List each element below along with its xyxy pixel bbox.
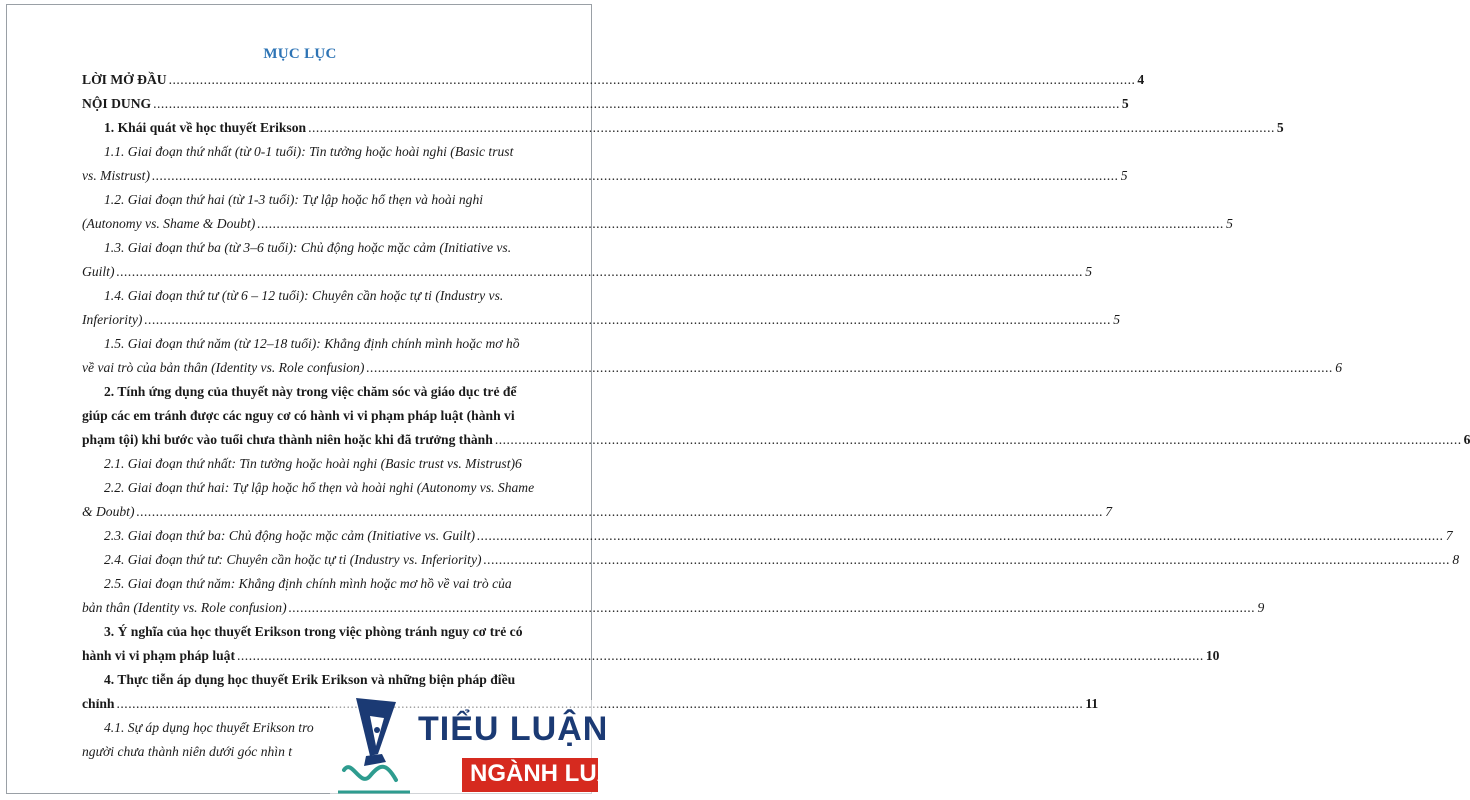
toc-entry-text: Guilt) — [82, 264, 115, 279]
toc-entry-1-3-line1[interactable]: 1.3. Giai đoạn thứ ba (từ 3–6 tuổi): Chủ động hoặc mặc cảm (Initiative vs. — [104, 240, 512, 255]
toc-entry-1-4-line1[interactable]: 1.4. Giai đoạn thứ tư (từ 6 – 12 tuổi): Chuyên cần hoặc tự ti (Industry vs. — [104, 288, 504, 303]
toc-entry-1-2[interactable] — [82, 216, 1233, 232]
toc-entry-1-2-line1[interactable]: 1.2. Giai đoạn thứ hai (từ 1-3 tuổi): Tự lập hoặc hổ thẹn và hoài nghi — [104, 192, 484, 207]
toc-entry-2-2[interactable] — [82, 504, 1113, 520]
logo-title: TIỂU LUẬN — [418, 710, 609, 748]
toc-leader — [495, 432, 1462, 448]
toc-entry-4-1-line1[interactable]: 4.1. Sự áp dụng học thuyết Erikson tro — [104, 720, 314, 735]
toc-entry-intro[interactable] — [82, 72, 1145, 88]
toc-leader — [136, 504, 1103, 520]
toc-entry-4-1-line2[interactable]: người chưa thành niên dưới góc nhìn t — [82, 744, 293, 759]
toc-page-number: 4 — [1137, 72, 1145, 87]
toc-entry-2-line2[interactable]: giúp các em tránh được các nguy cơ có hành vi vi phạm pháp luật (hành vi — [82, 408, 515, 423]
toc-entry-text: hành vi vi phạm pháp luật — [82, 648, 235, 663]
toc-entry-text: 2.4. Giai đoạn thứ tư: Chuyên cần hoặc tự ti (Industry vs. Inferiority) — [104, 552, 482, 567]
toc-entry-text: & Doubt) — [82, 504, 135, 519]
toc-page-number: 7 — [1105, 504, 1113, 519]
toc-page-number: 6 — [1335, 360, 1342, 375]
toc-leader — [169, 72, 1136, 88]
toc-leader — [366, 360, 1333, 376]
toc-leader — [144, 312, 1111, 328]
toc-entry-2[interactable] — [82, 432, 1470, 448]
toc-entry-1-4[interactable] — [82, 312, 1121, 328]
toc-page-number: 5 — [1121, 96, 1129, 111]
toc-leader — [257, 216, 1224, 232]
pen-nib-icon — [326, 696, 416, 800]
toc-leader — [237, 648, 1204, 664]
toc-page-number: 5 — [1085, 264, 1093, 279]
toc-entry-text: 2.1. Giai đoạn thứ nhất: Tin tưởng hoặc hoài nghi (Basic trust vs. Mistrust) — [104, 456, 516, 471]
toc-entry-text: Inferiority) — [82, 312, 143, 327]
toc-entry-2-5[interactable] — [82, 600, 1265, 616]
toc-entry-1[interactable] — [104, 120, 1284, 136]
toc-entry-1-3[interactable] — [82, 264, 1093, 280]
toc-entry-2-5-line1[interactable]: 2.5. Giai đoạn thứ năm: Khẳng định chính mình hoặc mơ hồ về vai trò của — [104, 576, 512, 591]
toc-leader — [116, 264, 1083, 280]
toc-entry-2-4[interactable] — [104, 552, 1460, 568]
toc-entry-text: 1. Khái quát về học thuyết Erikson — [104, 120, 307, 135]
toc-entry-text: phạm tội) khi bước vào tuổi chưa thành niên hoặc khi đã trưởng thành — [82, 432, 493, 447]
toc-page-number: 11 — [1085, 696, 1099, 711]
toc-entry-3-line1[interactable]: 3. Ý nghĩa của học thuyết Erikson trong việc phòng tránh nguy cơ trẻ có — [104, 624, 523, 639]
toc-entry-4-line1[interactable]: 4. Thực tiễn áp dụng học thuyết Erik Erikson và những biện pháp điều — [104, 672, 516, 687]
toc-page-number: 5 — [1276, 120, 1284, 135]
toc-page-number: 9 — [1257, 600, 1265, 615]
toc-entry-text: LỜI MỞ ĐẦU — [82, 72, 167, 87]
toc-entry-text: bản thân (Identity vs. Role confusion) — [82, 600, 287, 615]
toc-leader — [477, 528, 1444, 544]
toc-page-number: 5 — [1120, 168, 1128, 183]
toc-entry-content[interactable] — [82, 96, 1129, 112]
toc-entry-2-3[interactable] — [104, 528, 1453, 544]
toc-entry-1-1[interactable] — [82, 168, 1128, 184]
toc-entry-1-5[interactable] — [82, 360, 1342, 376]
toc-leader — [484, 552, 1451, 568]
toc-entry-2-2-line1[interactable]: 2.2. Giai đoạn thứ hai: Tự lập hoặc hổ thẹn và hoài nghi (Autonomy vs. Shame — [104, 480, 535, 495]
toc-entry-text: (Autonomy vs. Shame & Doubt) — [82, 216, 256, 231]
toc-page-number: 5 — [1113, 312, 1121, 327]
toc-leader — [308, 120, 1275, 136]
toc-page-number: 8 — [1452, 552, 1460, 567]
toc-page-number: 10 — [1205, 648, 1220, 663]
toc-page-number: 6 — [1463, 432, 1470, 447]
toc-entry-2-line1[interactable]: 2. Tính ứng dụng của thuyết này trong việc chăm sóc và giáo dục trẻ để — [104, 384, 517, 399]
toc-page-number: 7 — [1445, 528, 1453, 543]
toc-entry-text: NỘI DUNG — [82, 96, 152, 111]
toc-page-number: 6 — [515, 456, 522, 471]
toc-leader — [289, 600, 1256, 616]
toc-title: MỤC LỤC — [263, 46, 337, 62]
logo-subtitle: NGÀNH LUẬT — [470, 760, 629, 787]
toc-leader — [153, 96, 1120, 112]
toc-entry-text: 2.3. Giai đoạn thứ ba: Chủ động hoặc mặc cảm (Initiative vs. Guilt) — [104, 528, 475, 543]
toc-entry-text: chỉnh — [82, 696, 115, 711]
toc-entry-2-1[interactable] — [104, 456, 547, 472]
toc-entry-text: vs. Mistrust) — [82, 168, 150, 183]
watermark-logo — [320, 696, 629, 800]
toc-page-number: 5 — [1226, 216, 1233, 231]
toc-entry-1-1-line1[interactable]: 1.1. Giai đoạn thứ nhất (từ 0-1 tuổi): Tin tưởng hoặc hoài nghi (Basic trust — [104, 144, 514, 159]
toc-entry-1-5-line1[interactable]: 1.5. Giai đoạn thứ năm (từ 12–18 tuổi): Khẳng định chính mình hoặc mơ hồ — [104, 336, 520, 351]
toc-entry-3[interactable] — [82, 648, 1220, 664]
toc-leader — [152, 168, 1119, 184]
toc-entry-text: về vai trò của bản thân (Identity vs. Role confusion) — [82, 360, 365, 375]
